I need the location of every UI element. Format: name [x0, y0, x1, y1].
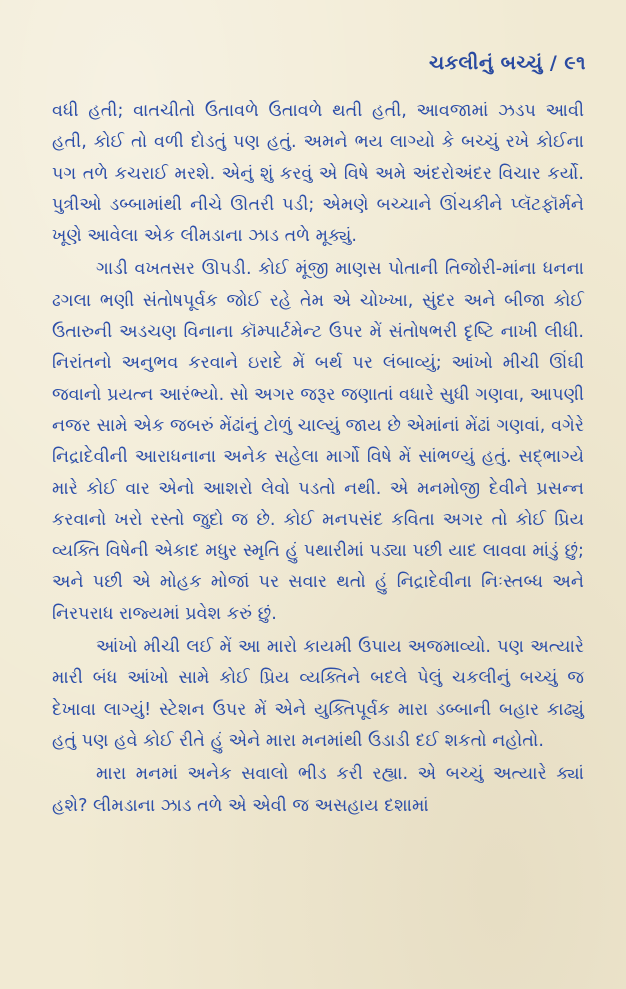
paragraph-4: મારા મનમાં અનેક સવાલો ભીડ કરી રહ્યા. એ બચ્ચું અત્યારે ક્યાં હશે? લીમડાના ઝાડ તળે એ એવી જ અસહાય દશામાં — [52, 764, 584, 816]
page-body — [52, 96, 584, 822]
paragraph-1: વધી હતી; વાતચીતો ઉતાવળે ઉતાવળે થતી હતી, આવજામાં ઝડપ આવી હતી, કોઈ તો વળી દોડતું પણ હતું. અમને ભય લાગ્યો કે બચ્ચું રખે કોઈના પગ તળે કચરાઈ મરશે. એનું શું કરવું એ વિષે અમે અંદરોઅંદર વિચાર કર્યો. પુત્રીઓ ડબ્બામાંથી નીચે ઊતરી પડી; એમણે બચ્ચાને ઊંચકીને પ્લૅટફૉર્મને ખૂણે આવેલા એક લીમડાના ઝાડ તળે મૂક્યું. — [52, 101, 584, 247]
running-head: ચકલીનું બચ્ચું / ૯૧ — [428, 52, 586, 74]
paragraph-3: આંખો મીચી લઈ મેં આ મારો કાયમી ઉપાય અજમાવ્યો. પણ અત્યારે મારી બંધ આંખો સામે કોઈ પ્રિય વ્યક્તિને બદલે પેલું ચકલીનું બચ્ચું જ દેખાવા લાગ્યું! સ્ટેશન ઉપર મેં એને યુક્તિપૂર્વક મારા ડબ્બાની બહાર કાઢ્યું હતું પણ હવે કોઈ રીતે હું એને મારા મનમાંથી ઉડાડી દઈ શકતો નહોતો. — [52, 637, 584, 751]
paragraph-2: ગાડી વખતસર ઊપડી. કોઈ મૂંજી માણસ પોતાની તિજોરી-માંના ધનના ઢગલા ભણી સંતોષપૂર્વક જોઈ રહે તેમ એ ચોખ્ખા, સુંદર અને બીજા કોઈ ઉતારુની અડચણ વિનાના કૉમ્પાર્ટમેન્ટ ઉપર મેં સંતોષભરી દૃષ્ટિ નાખી લીધી. નિરાંતનો અનુભવ કરવાને ઇરાદે મેં બર્થ પર લંબાવ્યું; આંખો મીચી ઊંઘી જવાનો પ્રયત્ન આરંભ્યો. સો અગર જરૂર જણાતાં વધારે સુધી ગણવા, આપણી નજર સામે એક જબરું મેંઢાંનું ટોળું ચાલ્યું જાય છે એમાંનાં મેંઢાં ગણવાં, વગેરે નિદ્રાદેવીની આરાધનાના અનેક સહેલા માર્ગો વિષે મેં સાંભળ્યું હતું. સદ્ભાગ્યે મારે કોઈ વાર એનો આશરો લેવો પડતો નથી. એ મનમોજી દેવીને પ્રસન્ન કરવાનો ખરો રસ્તો જુદો જ છે. કોઈ મનપસંદ કવિતા અગર તો કોઈ પ્રિય વ્યક્તિ વિષેની એકાદ મધુર સ્મૃતિ હું પથારીમાં પડ્યા પછી યાદ લાવવા માંડું છું; અને પછી એ મોહક મોજાં પર સવાર થતો હું નિદ્રાદેવીના નિઃસ્તબ્ધ અને નિરપરાધ રાજ્યમાં પ્રવેશ કરું છું. — [52, 259, 584, 624]
